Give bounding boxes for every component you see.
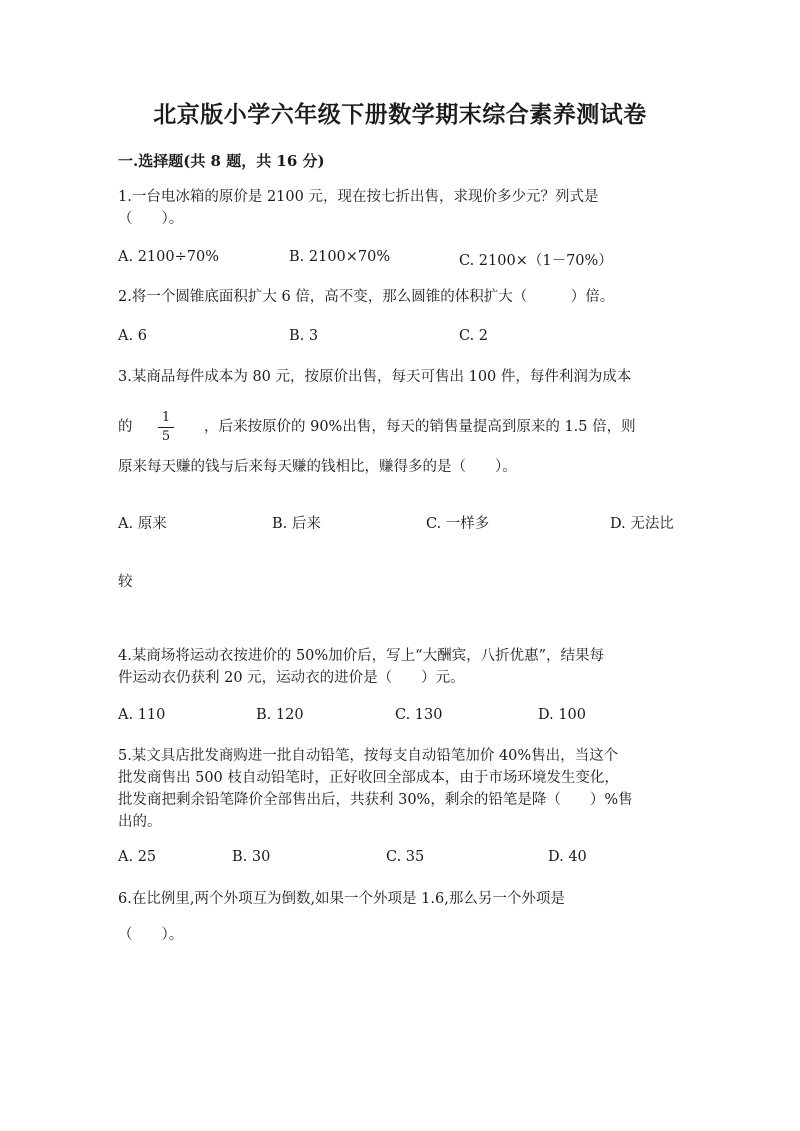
question-4-option-c: C. 130 <box>395 707 443 723</box>
question-3-option-c: C. 一样多 <box>426 516 490 532</box>
question-4-option-b: B. 120 <box>256 707 304 723</box>
question-1-option-c: C. 2100×（1－70%） <box>459 253 613 269</box>
question-3-line-1: 3.某商品每件成本为 80 元，按原价出售，每天可售出 100 件，每件利润为成本 <box>118 369 632 385</box>
question-5-line-1: 5.某文具店批发商购进一批自动铅笔，按每支自动铅笔加价 40%售出，当这个 <box>118 748 619 764</box>
question-5-line-4: 出的。 <box>118 814 162 830</box>
question-1-option-b: B. 2100×70% <box>289 249 391 265</box>
question-6-line-2: （ ）。 <box>118 927 184 943</box>
question-2-option-b: B. 3 <box>289 328 319 344</box>
question-1-line-1: 1.一台电冰箱的原价是 2100 元，现在按七折出售，求现价多少元？列式是 <box>118 189 599 205</box>
question-4-option-d: D. 100 <box>538 707 587 723</box>
question-5-line-2: 批发商售出 500 枝自动铅笔时，正好收回全部成本，由于市场环境发生变化， <box>118 770 619 786</box>
section-heading: 一.选择题(共 8 题，共 16 分) <box>118 152 325 170</box>
fraction-numerator: 1 <box>158 410 174 428</box>
question-5-option-b: B. 30 <box>232 849 271 865</box>
question-4-line-2: 件运动衣仍获利 20 元，运动衣的进价是（ ）元。 <box>118 670 465 686</box>
question-3-option-d-wrap: 较 <box>118 574 133 590</box>
question-5-line-3: 批发商把剩余铅笔降价全部售出后，共获利 30%，剩余的铅笔是降（ ）%售 <box>118 792 633 808</box>
fraction-denominator: 5 <box>161 429 171 444</box>
question-5-option-c: C. 35 <box>386 849 425 865</box>
question-3-option-b: B. 后来 <box>272 516 321 532</box>
fraction-one-fifth <box>158 410 174 445</box>
question-6-line-1: 6.在比例里,两个外项互为倒数,如果一个外项是 1.6,那么另一个外项是 <box>118 891 565 907</box>
question-4-line-1: 4.某商场将运动衣按进价的 50%加价后，写上“大酬宾，八折优惠”，结果每 <box>118 648 604 664</box>
question-3-option-d: D. 无法比 <box>610 516 674 532</box>
question-3-line-2-prefix: 的 <box>118 419 133 435</box>
question-3-option-a: A. 原来 <box>118 516 167 532</box>
question-3-line-3: 原来每天赚的钱与后来每天赚的钱相比，赚得多的是（ ）。 <box>118 459 517 475</box>
page-title: 北京版小学六年级下册数学期末综合素养测试卷 <box>153 101 647 128</box>
question-2-option-a: A. 6 <box>118 328 147 344</box>
question-5-option-a: A. 25 <box>118 849 157 865</box>
question-2-line-1: 2.将一个圆锥底面积扩大 6 倍，高不变，那么圆锥的体积扩大（ ）倍。 <box>118 289 615 305</box>
question-5-option-d: D. 40 <box>548 849 587 865</box>
question-1-line-2: （ ）。 <box>118 211 184 227</box>
question-4-option-a: A. 110 <box>118 707 166 723</box>
question-2-option-c: C. 2 <box>459 328 489 344</box>
question-1-option-a: A. 2100÷70% <box>118 249 219 265</box>
question-3-line-2-rest: ，后来按原价的 90%出售，每天的销售量提高到原来的 1.5 倍，则 <box>204 419 636 435</box>
